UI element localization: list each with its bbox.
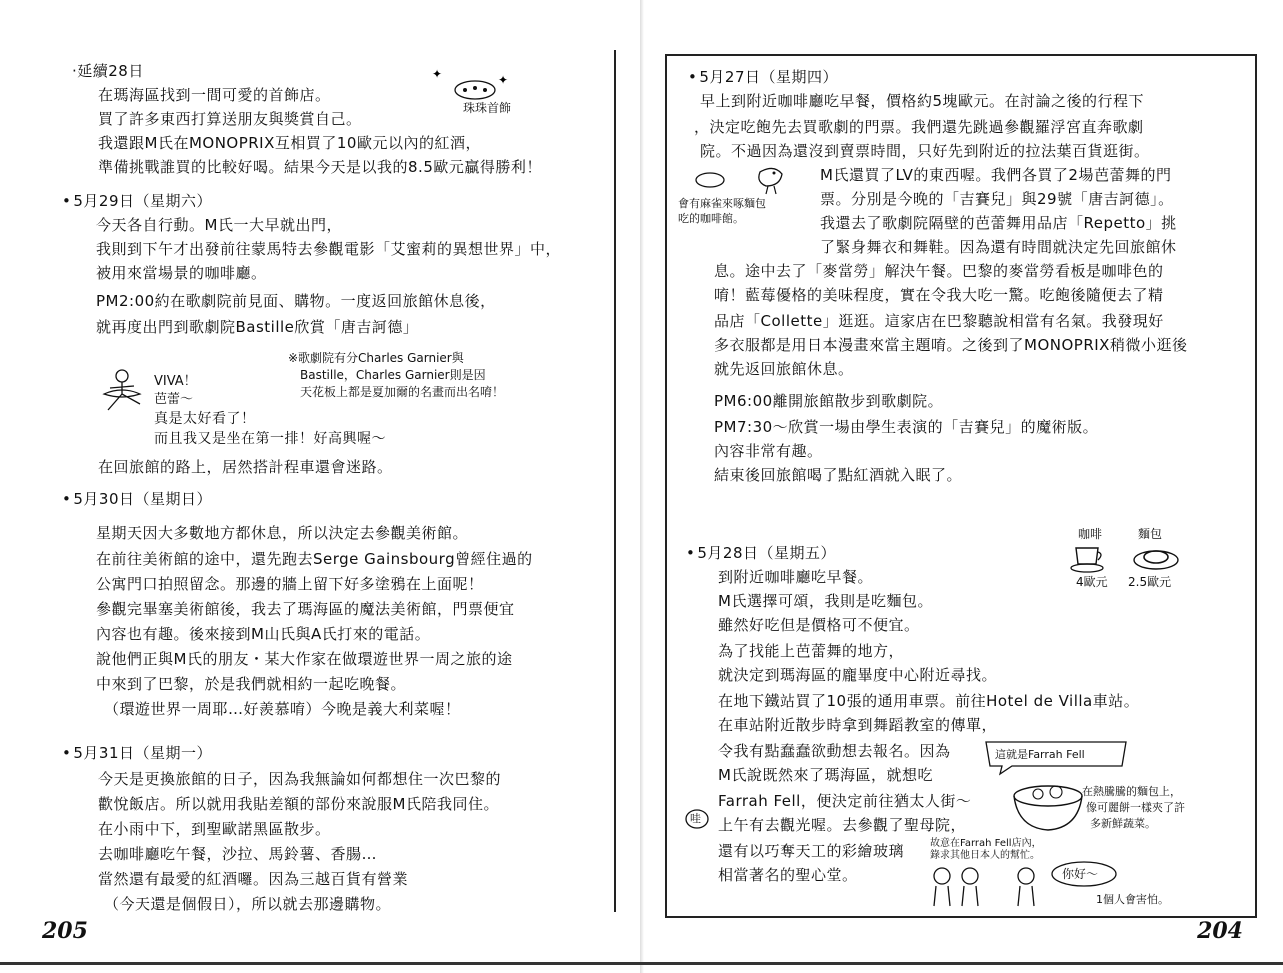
left-line: 今天各自行動。M氏一大早就出門， — [96, 216, 342, 234]
left-line: 被用來當場景的咖啡廳。 — [96, 264, 267, 282]
left-line: 內容也有趣。後來接到M山氏與A氏打來的電話。 — [96, 625, 431, 643]
left-line: 今天是更換旅館的日子，因為我無論如何都想住一次巴黎的 — [98, 770, 502, 788]
right-line: 還有以巧奪天工的彩繪玻璃 — [718, 842, 905, 860]
coffee-label: 咖啡 — [1078, 527, 1103, 541]
left-line: （環遊世界一周耶…好羨慕唷）今晚是義大利菜喔！ — [104, 700, 461, 718]
right-date-heading: • 5月28日（星期五） — [686, 542, 836, 564]
left-line: 在前往美術館的途中，還先跑去Serge Gainsbourg曾經住過的 — [96, 550, 533, 568]
staff-caption: 錄求其他日本人的幫忙。 — [930, 850, 1040, 861]
left-line: 準備挑戰誰買的比較好喝。結果今天是以我的8.5歐元贏得勝利！ — [98, 158, 542, 176]
svg-text:✦: ✦ — [432, 67, 443, 81]
left-date-heading: • 5月31日（星期一） — [62, 742, 212, 764]
right-line: M氏說既然來了瑪海區，就想吃 — [718, 766, 933, 784]
left-line: 在回旅館的路上，居然搭計程車還會迷路。 — [98, 458, 393, 476]
left-line: 中來到了巴黎，於是我們就相約一起吃晚餐。 — [96, 675, 407, 693]
opera-note-line: ※歌劇院有分Charles Garnier與 — [288, 351, 464, 365]
opera-note-line: 天花板上都是夏加爾的名畫而出名唷！ — [300, 385, 505, 399]
left-line: 我則到下午才出發前往蒙馬特去參觀電影「艾蜜莉的異想世界」中， — [96, 240, 562, 258]
ballerina-doodle-icon — [96, 360, 152, 420]
opera-note-line: Bastille，Charles Garnier則是因 — [300, 368, 486, 382]
right-line: 內容非常有趣。 — [714, 442, 823, 460]
right-line: 了緊身舞衣和舞鞋。因為還有時間就決定先回旅館休 — [820, 238, 1177, 256]
right-line: 結束後回旅館喝了點紅酒就入眠了。 — [714, 466, 963, 484]
bottom-edge-rule — [0, 962, 1283, 965]
right-line: 息。途中去了「麥當勞」解決午餐。巴黎的麥當勞看板是咖啡色的 — [714, 262, 1164, 280]
right-line: ，決定吃飽先去買歌劇的門票。我們還先跳過參觀羅浮宮直奔歌劇 — [694, 118, 1144, 136]
left-line: 真是太好看了！ — [154, 411, 256, 427]
left-line: 就再度出門到歌劇院Bastille欣賞「唐吉訶德」 — [96, 318, 419, 336]
right-line: 就先返回旅館休息。 — [714, 360, 854, 378]
right-line: 令我有點蠢蠢欲動想去報名。因為 — [718, 742, 951, 760]
left-line: 星期天因大多數地方都休息，所以決定去參觀美術館。 — [96, 524, 469, 542]
shy-caption: 1個人會害怕。 — [1096, 893, 1169, 906]
svg-text:✦: ✦ — [498, 73, 509, 87]
right-line: 票。分別是今晚的「吉賽兒」與29號「唐吉訶德」。 — [820, 190, 1174, 208]
left-line: 而且我又是坐在第一排！好高興喔～ — [154, 431, 386, 447]
right-line: 相當著名的聖心堂。 — [718, 866, 858, 884]
staff-caption: 故意在Farrah Fell店內， — [930, 838, 1042, 849]
right-line: 在車站附近散步時拿到舞蹈教室的傳單， — [718, 716, 998, 734]
left-line: 參觀完畢塞美術館後，我去了瑪海區的魔法美術館，門票便宜 — [96, 600, 515, 618]
right-line: 早上到附近咖啡廳吃早餐，價格約5塊歐元。在討論之後的行程下 — [700, 92, 1145, 110]
viva-line: VIVA！ — [154, 374, 197, 389]
right-line: PM6:00離開旅館散步到歌劇院。 — [714, 392, 944, 410]
coffee-price: 4歐元 — [1076, 575, 1108, 589]
left-line: 在小雨中下，到聖歐諾黑區散步。 — [98, 820, 331, 838]
hello-bubble-text: 你好～ — [1062, 867, 1099, 881]
right-line: 品店「Collette」逛逛。這家店在巴黎聽說相當有名氣。我發現好 — [714, 312, 1164, 330]
right-line: M氏還買了LV的東西喔。我們各買了2場芭蕾舞的門 — [820, 166, 1172, 184]
right-line: 上午有去觀光喔。去參觀了聖母院， — [718, 816, 967, 834]
right-line: M氏選擇可頌，我則是吃麵包。 — [718, 592, 933, 610]
viva-line: 芭蕾～ — [154, 392, 194, 407]
left-line: 當然還有最愛的紅酒囉。因為三越百貨有營業 — [98, 870, 409, 888]
jewelry-caption: 珠珠首飾 — [463, 101, 512, 115]
bird-caption: 吃的咖啡館。 — [678, 212, 744, 225]
left-line: 我還跟M氏在MONOPRIX互相買了10歐元以內的紅酒， — [98, 134, 481, 152]
left-line: （今天還是個假日），所以就去那邊購物。 — [104, 895, 392, 913]
bowl-caption: 多新鮮蔬菜。 — [1090, 817, 1156, 830]
left-line: 去咖啡廳吃午餐，沙拉、馬鈴薯、香腸… — [98, 845, 378, 863]
left-line: 說他們正與M氏的朋友・某大作家在做環遊世界一周之旅的途 — [96, 650, 513, 668]
page-number: 205 — [42, 918, 88, 944]
bowl-caption: 像可麗餅一樣夾了許 — [1086, 801, 1185, 814]
bowl-caption: 在熱騰騰的麵包上， — [1082, 785, 1181, 798]
people-doodle-icon — [926, 864, 1056, 910]
right-line: 我還去了歌劇院隔壁的芭蕾舞用品店「Repetto」挑 — [820, 214, 1177, 232]
right-line: PM7:30～欣賞一場由學生表演的「吉賽兒」的魔術版。 — [714, 418, 1099, 436]
right-page — [650, 0, 1283, 973]
left-line: 歡悅飯店。所以就用我貼差額的部份來說服M氏陪我同住。 — [98, 795, 499, 813]
left-line: 公寓門口拍照留念。那邊的牆上留下好多塗鴉在上面呢！ — [96, 575, 484, 593]
right-line: 在地下鐵站買了10張的通用車票。前往Hotel de Villa車站。 — [718, 692, 1140, 710]
bread-price: 2.5歐元 — [1128, 575, 1172, 589]
left-line: 在瑪海區找到一間可愛的首飾店。 — [98, 86, 331, 104]
page-number: 204 — [1197, 918, 1243, 944]
bird-doodle-icon — [690, 160, 800, 196]
right-line: Farrah Fell，便決定前往猶太人街～ — [718, 792, 972, 810]
coffee-bread-doodle-icon — [1068, 540, 1188, 574]
left-line: ·延續28日 — [72, 62, 144, 80]
right-line: 院。不過因為還沒到賣票時間，只好先到附近的拉法葉百貨逛街。 — [700, 142, 1150, 160]
right-line: 為了找能上芭蕾舞的地方， — [718, 642, 905, 660]
speech-farrah-text: 這就是Farrah Fell — [995, 748, 1085, 761]
right-date-heading: • 5月27日（星期四） — [688, 66, 838, 88]
right-line: 唷！藍莓優格的美味程度，實在令我大吃一驚。吃飽後隨便去了精 — [714, 286, 1164, 304]
wow-mark-text: 哇 — [690, 812, 701, 825]
bowl-doodle-icon — [1008, 776, 1088, 836]
right-line: 多衣服都是用日本漫畫來當主題唷。之後到了MONOPRIX稍微小逛後 — [714, 336, 1188, 354]
right-line: 就決定到瑪海區的龐畢度中心附近尋找。 — [718, 666, 998, 684]
left-line: PM2:00約在歌劇院前見面、購物。一度返回旅館休息後， — [96, 292, 496, 310]
left-date-heading: • 5月29日（星期六） — [62, 190, 212, 212]
right-line: 雖然好吃但是價格可不便宜。 — [718, 616, 920, 634]
bread-label: 麵包 — [1138, 527, 1163, 541]
right-line: 到附近咖啡廳吃早餐。 — [718, 568, 874, 586]
left-line: 買了許多東西打算送朋友與獎賞自己。 — [98, 110, 362, 128]
left-date-heading: • 5月30日（星期日） — [62, 488, 212, 510]
bird-caption: 會有麻雀來啄麵包 — [678, 197, 766, 210]
